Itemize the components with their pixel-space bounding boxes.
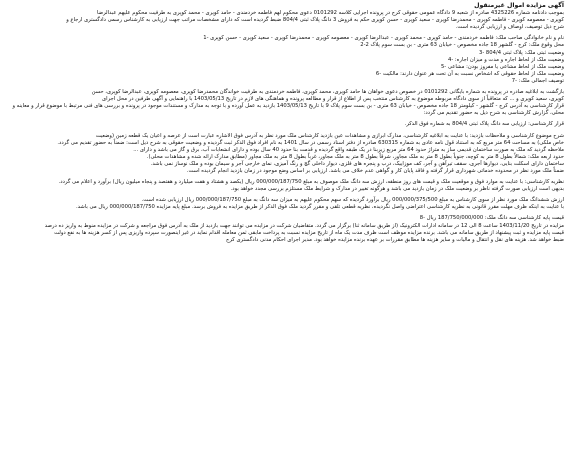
document-line: قیمت پایه کارشناسی سه دانگ ملک: 187/750/000/000 ریال -8: [419, 215, 564, 222]
document-line: قرار کارشناسی به آدرس کرج - گلشهر - کیلومتر 18 جاده مخصوص - خیابان 63 متری - بن بست سوم پلاک 9 با تاریخ 1403/05/13 بازدید به عمل آورده و با توجه به مدارک و مستندات موجود در پرونده و بررسی های فنی مرتبط با موضوع قرار و معاینه و: [12, 103, 564, 110]
document-line: کوپری - معصومه کوپری - فاطمه کوپری - محمدرضا کوپری - سعید کوپری - حسن کوپری حکم به فروش 3 دانگ پلاک ثبتی 804/4 ضبط گردیده است که دارای مشخصات مراتب جهت ارزیابی به کارشناس رسمی دادگستری ارجاع و: [66, 17, 564, 24]
document-title: آگهی مزایده اموال غیرمنقول: [474, 2, 564, 9]
document-line: وضعیت ملک از لحاظ حقوقی که اشخاص نسبت به آن تحت هر عنوان دارند: مالکیت -6: [375, 70, 564, 77]
document-line: خاص ملکی) به مساحت 64 متر مربع که به استناد قول نامه عادی به شماره 630315 صادره از دفتر اسناد رسمی در سال 1401 به نام افراد فوق الذکر ثبت گردیده و وضعیت حقوقی به شرح ذیل است: ضمناً به حضور تقدیم می گردد.: [57, 139, 564, 146]
document-line: ارزش ششدانگ ملک مورد نظر از سوی کارشناس به مبلغ 000/000/375/500 ریال برآورد گردیده که سهم محکوم علیهم به میزان سه دانگ به مبلغ 000/000/187/750 ریال ارزیابی شده است.: [141, 197, 564, 204]
document-line: شرح ذیل توصیف، اوصاف و ارزیابی گردیده است.: [455, 24, 564, 31]
document-line: کوپری، سعید کوپری و ... که متعاقباً از سوی دادگاه مربوطه موضوع به کارشناس منتخب پس از اطلاع از قرار و مطالعه پرونده و هماهنگی های لازم در تاریخ 1403/05/13 با راهنمایی و آگهی طرفین در محل اجرای: [102, 96, 564, 103]
document-line: ضمناً ملک مورد نظر در محدوده خدماتی شهرداری قرار گرفته و فاقد پایان کار و گواهی عدم خلاف می باشد. ارزیابی بر اساس وضع موجود در زمان بازدید انجام گردیده است.: [186, 167, 564, 174]
document-line: ضبط خواهد شد. هزینه های نقل و انتقال و مالیات و سایر هزینه ها مطابق مقررات بر عهده برنده مزایده خواهد بود. مدیر اجرای احکام مدنی دادگستری کرج: [225, 236, 564, 243]
document-line: حدود اربعه ملک: شمالاً بطول 8 متر به کوچه، جنوباً بطول 8 متر به ملک مجاور، شرقاً بطول 8 متر به ملک مجاور، غرباً بطول 8 متر به ملک مجاور (مطابق مدارک ارائه شده و مشاهدات محلی).: [146, 153, 564, 160]
document-line: قیمت پایه مزایده و ثبت پیشنهاد از طریق سامانه می باشد. برنده مزایده موظف است ظرف مدت یک ماه از تاریخ مزایده نسبت به پرداخت مابقی ثمن معامله اقدام نماید در غیر اینصورت سپرده واریزی پس از کسر هزینه ها به نفع دولت: [54, 229, 564, 236]
document-line: نظریه کارشناسی: با عنایت به موارد فوق و موقعیت ملک و قیمت های روز منطقه، ارزش سه دانگ ملک موصوف به مبلغ 000/000/187/750 ریال (یکصد و هشتاد و هفت میلیارد و هفتصد و پنجاه میلیون ریال) برآورد و اعلام می گردد.: [58, 179, 564, 186]
document-line: ملاحظه گردید که ملک به صورت ساختمان قدیمی ساز به متراژ حدود 64 متر مربع زیربنا در یک طبقه واقع گردیده و قدمت بنا حدود 40 سال بوده و دارای انشعابات آب، برق و گاز می باشد و دارای ...: [133, 146, 564, 153]
document-line: قرار کارشناسی: ارزیابی سه دانگ پلاک ثبتی 804/4 به شماره فوق الذکر.: [404, 121, 564, 128]
document-body: [4, 10, 564, 244]
document-line: وضعیت ملک از لحاظ اجاره و مدت و میزان اجاره: -4: [447, 56, 564, 63]
document-line: بموجب دادنامه شماره 4325226 صادره از شعبه 9 دادگاه عمومی حقوقی کرج در پرونده اجرایی کلاسه 0101292 دعوی محکوم لهم فاطمه خردمندی - حامد کوپری - محمد کوپری به طرفیت محکوم علیهم عبدالرضا: [97, 10, 564, 17]
document-line: محل وقوع ملک: کرج - گلشهر 18 جاده مخصوص - خیابان 63 متری - بن بست سوم پلاک 2-2: [360, 42, 564, 49]
document-line: توصیف اجمالی ملک: -7: [511, 77, 564, 84]
document-line: شرح موضوع کارشناسی و ملاحظات بازدید: با عنایت به ابلاغیه کارشناسی، مدارک ابرازی و مشاهدات عین بازدید کارشناس ملک مورد نظر به آدرس فوق الاشاره عبارت است از عرصه و اعیان یک قطعه زمین (وضعیت: [95, 132, 564, 139]
document-line: وضعیت ثبتی ملک: پلاک ثبتی 804/4 -3: [479, 49, 564, 56]
document-line: محلی، گزارش کارشناسی به شرح ذیل به حضور تقدیم می گردد:: [423, 110, 564, 117]
document-line: بازگشت به ابلاغیه صادره در پرونده به شماره بایگانی 0101292 در خصوص دعوی خواهان ها حامد کوپری، محمد کوپری، فاطمه خردمندی به طرفیت خواندگان محمدرضا کوپری، معصومه کوپری، عبدالرضا کوپری، حسن: [91, 89, 564, 96]
document-line: نام و نام خانوادگی صاحب ملک: فاطمه خردمندی - حامد کوپری - محمد کوپری - عبدالرضا کوپری - معصومه کوپری - محمدرضا کوپری - سعید کوپری - حسن کوپری -1: [203, 35, 564, 42]
document-line: وضعیت ملک از لحاظ مشاعی یا مفروز بودن: مشاعی -5: [440, 63, 564, 70]
document-line: ساختمان دارای اسکلت بنایی، دیوارها آجری، سقف تیرآهن و آجر، کف موزاییک، درب و پنجره های فلزی، دیوار داخلی گچ و رنگ آمیزی، نمای خارجی آجر و سیمان بوده و ملک نوساز نمی باشد.: [150, 160, 564, 167]
document-line: با عنایت به اینکه ظرف مهلت مقرر قانونی به نظریه کارشناسی اعتراضی واصل نگردیده، نظریه قطعی تلقی و مقرر گردید ملک فوق الذکر از طریق مزایده به فروش برسد. مبلغ پایه مزایده 000/000/187/750 ریال می باشد.: [76, 204, 564, 211]
document-line: بدیهی است ارزیابی صورت گرفته ناظر بر وضعیت ملک در زمان بازدید می باشد و هرگونه تغییر در مدارک و شرایط ملک مستلزم بررسی مجدد خواهد بود.: [230, 186, 564, 193]
document-line: مزایده در تاریخ 1403/11/20 ساعت 8 الی 12 در سامانه ادارات الکترونیک (از طریق سامانه ثنا) برگزار می گردد. متقاضیان شرکت در مزایده می توانند جهت بازدید از ملک به آدرس فوق مراجعه و شرکت در مزایده منوط به واریز ده درصد: [44, 222, 564, 229]
